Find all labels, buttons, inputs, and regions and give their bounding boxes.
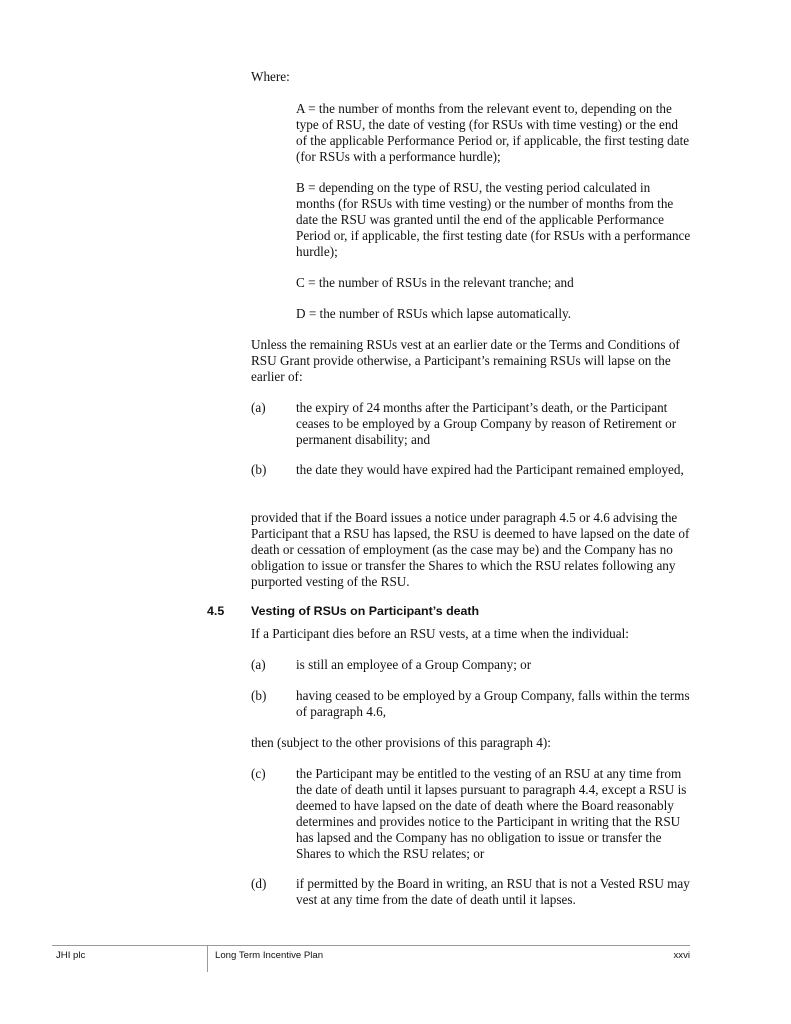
proviso-paragraph: provided that if the Board issues a notice under paragraph 4.5 or 4.6 advising the Participant that a RSU has lapsed, the RSU is deemed to have lapsed on the date of death or cessation of employment (as the case may be) and the Company has no obligation to issue or transfer the Shares to which the RSU relates following any purported vesting of the RSU. <box>251 510 690 589</box>
footer-document-title: Long Term Incentive Plan <box>215 950 324 961</box>
definition-a: A = the number of months from the relevant event to, depending on the type of RSU, the date of vesting (for RSUs with time vesting) or the end of the applicable Performance Period or, if applicable, the first testing date (for RSUs with a performance hurdle); <box>296 101 690 164</box>
outcome-label: (c) <box>251 766 266 781</box>
section-intro: If a Participant dies before an RSU vests, at a time when the individual: <box>251 626 629 641</box>
footer-company: JHI plc <box>56 950 86 961</box>
footer-rule <box>52 945 690 946</box>
footer-divider <box>207 945 208 972</box>
lapse-item-text: the expiry of 24 months after the Participant’s death, or the Participant ceases to be employed by a Group Company by reason of Retirement or permanent disability; and <box>296 400 677 447</box>
condition-label: (a) <box>251 657 266 672</box>
section-heading: Vesting of RSUs on Participant’s death <box>251 604 480 618</box>
lapse-item-label: (a) <box>251 400 266 415</box>
definition-c: C = the number of RSUs in the relevant tranche; and <box>296 275 574 290</box>
definition-d: D = the number of RSUs which lapse automatically. <box>296 306 572 321</box>
where-label: Where: <box>251 69 290 84</box>
outcome-label: (d) <box>251 876 267 891</box>
lapse-item-label: (b) <box>251 462 267 477</box>
then-paragraph: then (subject to the other provisions of this paragraph 4): <box>251 735 551 750</box>
condition-label: (b) <box>251 688 267 703</box>
condition-text: is still an employee of a Group Company; or <box>296 657 532 672</box>
outcome-text: if permitted by the Board in writing, an RSU that is not a Vested RSU may vest at any time from the date of death until it lapses. <box>296 876 690 907</box>
outcome-text: the Participant may be entitled to the vesting of an RSU at any time from the date of death until it lapses pursuant to paragraph 4.4, except a RSU is deemed to have lapsed on the date of death where the Board reasonably determines and provides notice to the Participant in writing that the RSU has lapsed and the Company has no obligation to issue or transfer the Shares to which the RSU relates; or <box>296 766 687 861</box>
lapse-intro-paragraph: Unless the remaining RSUs vest at an earlier date or the Terms and Conditions of RSU Grant provide otherwise, a Participant’s remaining RSUs will lapse on the earlier of: <box>251 337 680 384</box>
section-number: 4.5 <box>207 604 225 618</box>
lapse-item-text: the date they would have expired had the Participant remained employed, <box>296 462 684 477</box>
definition-b: B = depending on the type of RSU, the vesting period calculated in months (for RSUs with time vesting) or the number of months from the date the RSU was granted until the end of the applicable Performance Period or, if applicable, the first testing date (for RSUs with a performance hurdle); <box>296 180 691 259</box>
condition-text: having ceased to be employed by a Group Company, falls within the terms of paragraph 4.6, <box>296 688 690 719</box>
footer-page-number: xxvi <box>673 950 690 961</box>
